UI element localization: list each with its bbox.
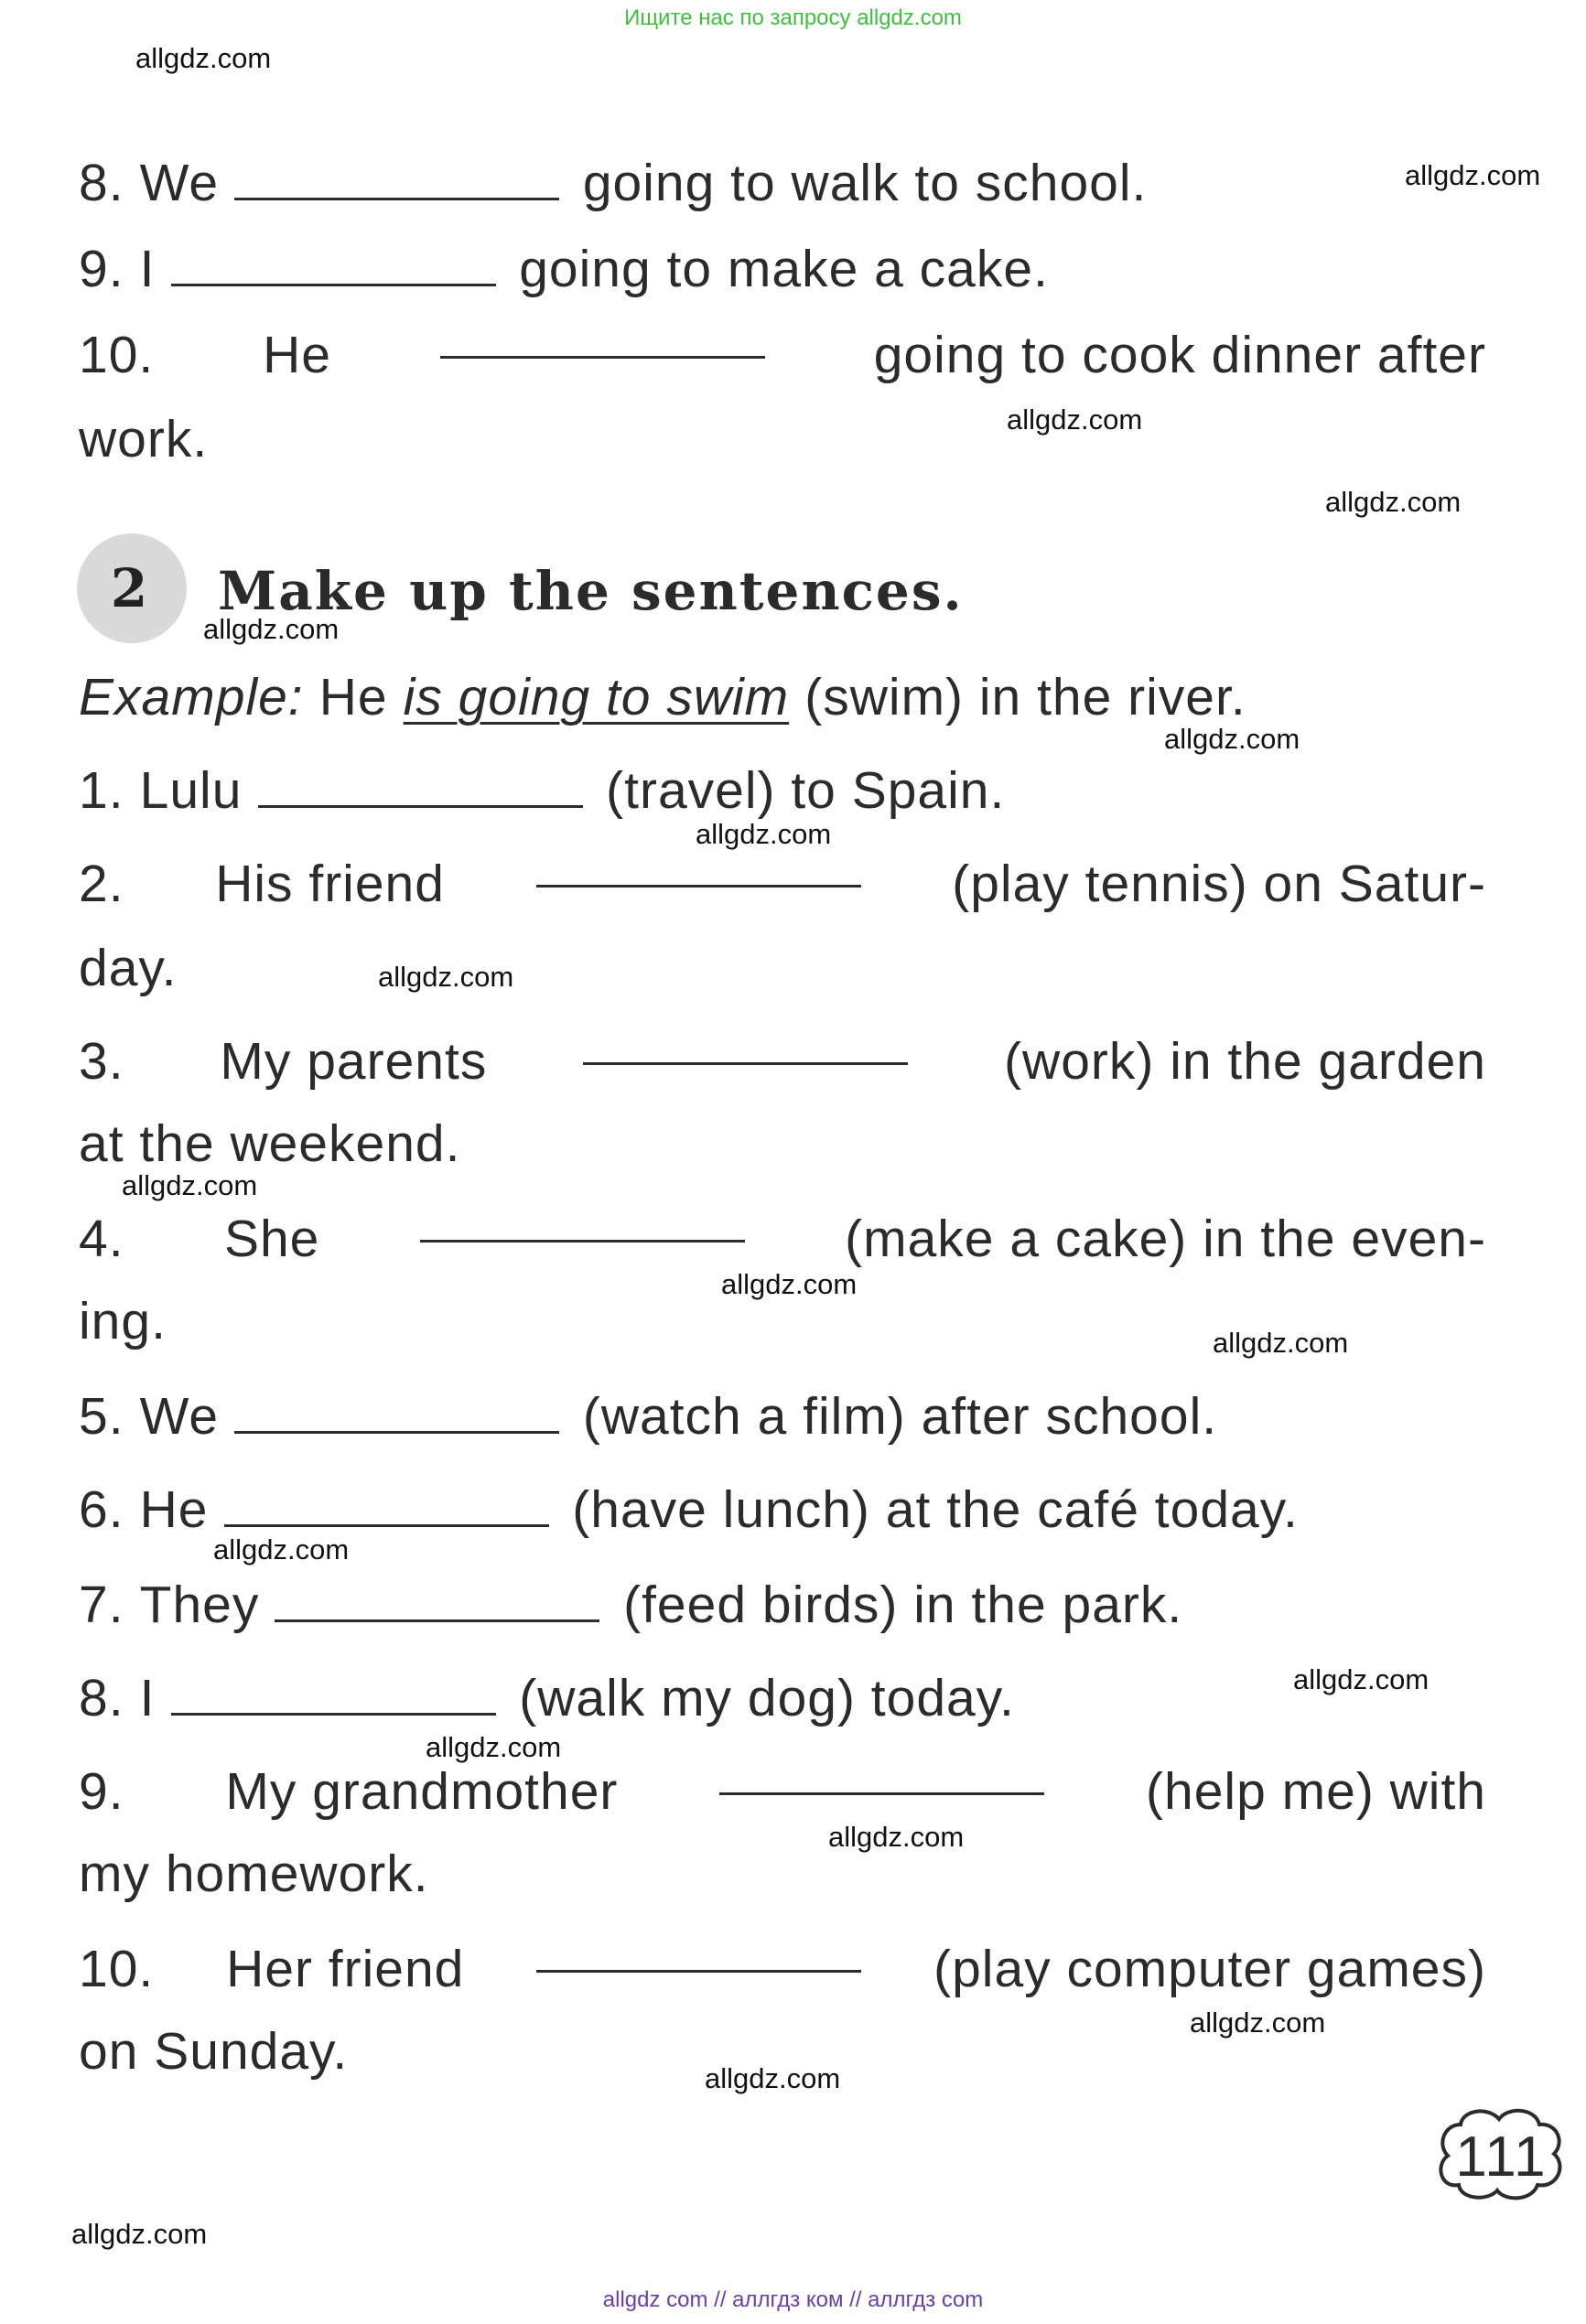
watermark: allgdz.com [71,2218,208,2250]
watermark: allgdz.com [696,818,832,850]
item-2-cont: day. [79,939,178,997]
item-9-cont: my homework. [79,1845,429,1903]
answer-blank[interactable] [171,258,496,287]
item-10: 10. Her friend (play computer games) [79,1940,1486,1998]
answer-blank[interactable] [171,1687,496,1716]
page-number: 111 [1455,2125,1548,2189]
top-banner[interactable]: Ищите нас по запросу allgdz.com [624,5,962,30]
item-2: 2. His friend (play tennis) on Satur- [79,855,1486,913]
answer-blank[interactable] [224,1499,549,1528]
watermark: allgdz.com [1190,2007,1326,2039]
watermark: allgdz.com [1293,1663,1430,1695]
ex1-sentence-9: 9. I going to make a cake. [79,240,1049,298]
watermark: allgdz.com [135,42,272,74]
exercise-title: Make up the sentences. [218,560,964,622]
watermark: allgdz.com [426,1731,562,1763]
watermark: allgdz.com [1405,159,1541,191]
watermark: allgdz.com [1164,723,1300,755]
watermark: allgdz.com [1325,486,1462,518]
item-5: 5. We (watch a film) after school. [79,1387,1218,1446]
example-sentence: Example: He is going to swim (swim) in the river. [79,668,1246,726]
answer-blank[interactable] [440,329,765,359]
item-1: 1. Lulu (travel) to Spain. [79,761,1006,820]
answer-blank[interactable] [234,172,559,201]
item-6: 6. He (have lunch) at the café today. [79,1480,1299,1539]
item-3: 3. My parents (work) in the garden [79,1032,1486,1091]
watermark: allgdz.com [828,1821,965,1853]
watermark: allgdz.com [378,961,514,993]
answer-blank[interactable] [275,1594,599,1623]
watermark: allgdz.com [721,1268,858,1300]
ex1-sentence-8: 8. We going to walk to school. [79,154,1148,212]
answer-blank[interactable] [536,1943,861,1973]
watermark: allgdz.com [203,613,340,645]
item-4-cont: ing. [79,1292,167,1350]
item-4: 4. She (make a cake) in the even- [79,1210,1486,1268]
item-10-cont: on Sunday. [79,2022,349,2081]
page-number-cloud [1435,2104,1568,2205]
item-7: 7. They (feed birds) in the park. [79,1576,1183,1634]
answer-blank[interactable] [719,1766,1044,1795]
answer-blank[interactable] [583,1036,908,1065]
answer-blank[interactable] [420,1213,745,1243]
watermark: allgdz.com [1213,1327,1349,1359]
item-8: 8. I (walk my dog) today. [79,1669,1015,1727]
ex1-sentence-10: 10. He going to cook dinner after [79,326,1486,384]
watermark: allgdz.com [1007,403,1143,436]
watermark: allgdz.com [122,1169,258,1201]
item-9: 9. My grandmother (help me) with [79,1762,1486,1821]
watermark: allgdz.com [213,1533,350,1565]
answer-blank[interactable] [258,780,583,809]
answer-blank[interactable] [234,1405,559,1435]
item-3-cont: at the weekend. [79,1114,461,1173]
bottom-banner[interactable]: allgdz com // аллгдз ком // аллгдз com [602,2287,984,2312]
ex1-sentence-10-cont: work. [79,410,209,468]
watermark: allgdz.com [705,2062,841,2094]
exercise-number-badge: 2 [77,533,187,643]
answer-blank[interactable] [536,858,861,888]
